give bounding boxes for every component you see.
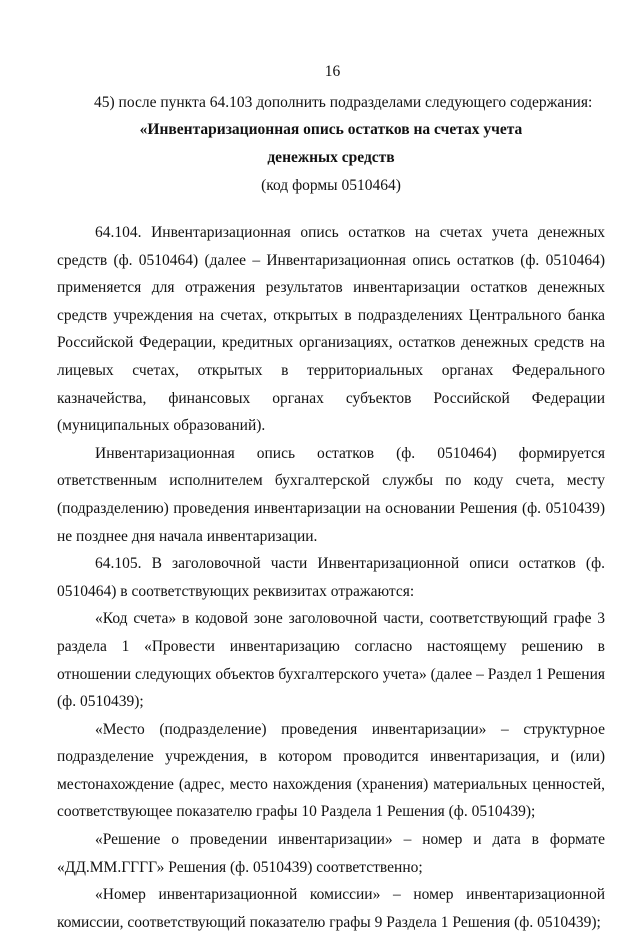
paragraph-64-105: 64.105. В заголовочной части Инвентаризационной описи остатков (ф. 0510464) в соответствующих реквизитах отражаются:: [57, 555, 605, 600]
section-title-line-1: «Инвентаризационная опись остатков на счетах учета: [139, 121, 523, 138]
page-number: 16: [324, 63, 341, 80]
form-code: (код формы 0510464): [261, 177, 401, 194]
body-text: [57, 219, 605, 936]
document-page: [57, 58, 605, 936]
spacer: [57, 199, 605, 219]
section-title-line-2: денежных средств: [267, 149, 395, 166]
paragraph-decision: «Решение о проведении инвентаризации» – номер и дата в формате «ДД.ММ.ГГГГ» Решения (ф. 0510439) соответственно;: [57, 831, 605, 876]
intro-line: 45) после пункта 64.103 дополнить подразделами следующего содержания:: [94, 94, 593, 111]
paragraph-64-104: 64.104. Инвентаризационная опись остатков на счетах учета денежных средств (ф. 0510464) (далее – Инвентаризационная опись остатков (ф. 0510464) применяется для отражения результатов инвентаризации остатков денежных средств учреждения на счетах, открытых в подразделениях Центрального банка Российской Федерации, кредитных организациях, остатков денежных средств на лицевых счетах, открытых в территориальных органах Федерального казначейства, финансовых органах субъектов Российской Федерации (муниципальных образований).: [57, 224, 605, 435]
paragraph-location: «Место (подразделение) проведения инвентаризации» – структурное подразделение учреждения, в котором проводится инвентаризация, и (или) местонахождение (адрес, место нахождения (хранения) материальных ценностей, соответствующее показателю графы 10 Раздела 1 Решения (ф. 0510439);: [57, 720, 605, 821]
paragraph-inventory-formation: Инвентаризационная опись остатков (ф. 0510464) формируется ответственным исполнителем бухгалтерской службы по коду счета, месту (подразделению) проведения инвентаризации на основании Решения (ф. 0510439) не позднее дня начала инвентаризации.: [57, 444, 605, 545]
paragraph-account-code: «Код счета» в кодовой зоне заголовочной части, соответствующий графе 3 раздела 1 «Провести инвентаризацию согласно настоящему решению в отношении следующих объектов бухгалтерского учета» (далее – Раздел 1 Решения (ф. 0510439);: [57, 610, 605, 711]
paragraph-commission-number: «Номер инвентаризационной комиссии» – номер инвентаризационной комиссии, соответствующий показателю графы 9 Раздела 1 Решения (ф. 0510439);: [57, 886, 605, 931]
section-title: [57, 116, 605, 172]
